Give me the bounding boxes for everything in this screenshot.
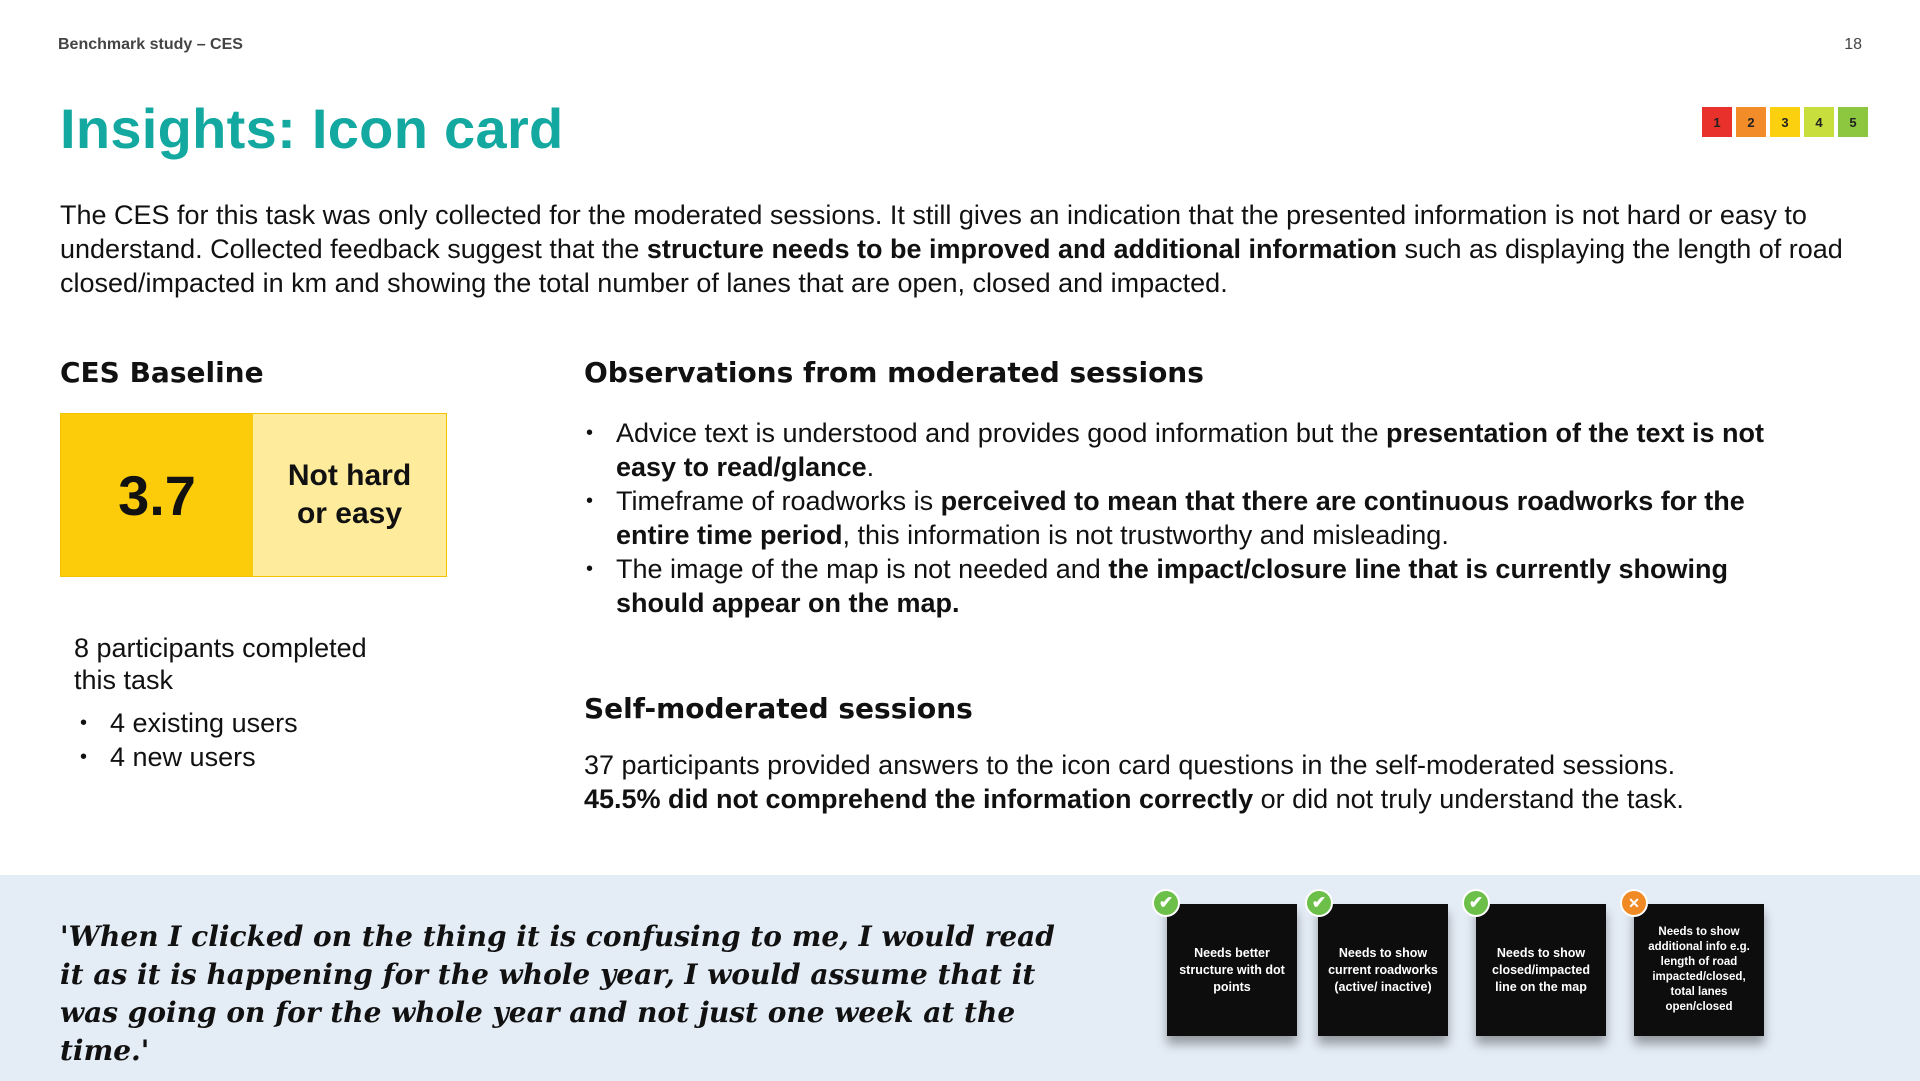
ces-score-value: 3.7 — [61, 414, 253, 576]
obs-text: The image of the map is not needed and — [616, 554, 1109, 584]
sticky-note — [1167, 904, 1297, 1036]
intro-text-1: The CES for this task was only collected for the moderated sessions. It still gives an indication that the presented information is not hard or easy to understand. Collected feedback suggest that the — [60, 200, 1807, 264]
breadcrumb: Benchmark study – CES — [58, 36, 243, 53]
obs-text-bold: perceived to mean that there are continuous roadworks for the entire time period — [616, 486, 1745, 550]
self-moderated-text-1: 37 participants provided answers to the icon card questions in the self-moderated sessions. — [584, 750, 1676, 780]
list-item — [584, 484, 1764, 552]
obs-text: Timeframe of roadworks is — [616, 486, 941, 516]
scale-cell-5: 5 — [1838, 107, 1868, 137]
scale-cell-3: 3 — [1770, 107, 1800, 137]
sticky-note — [1476, 904, 1606, 1036]
obs-text: , this information is not trustworthy and misleading. — [842, 520, 1449, 550]
check-icon: ✔ — [1305, 889, 1333, 917]
observations-heading: Observations from moderated sessions — [584, 356, 1204, 389]
page-number: 18 — [1844, 36, 1862, 53]
list-item — [584, 416, 1764, 484]
participant-quote: 'When I clicked on the thing it is confusing to me, I would read it as it is happening for the whole year, I would assume that it was going on for the whole year and not just one week at the time.' — [60, 920, 1055, 1067]
sticky-note-text: Needs to show current roadworks (active/ inactive) — [1328, 945, 1438, 994]
sticky-note-text: Needs to show additional info e.g. length of road impacted/closed, total lanes open/closed — [1648, 926, 1750, 1013]
participants-summary: 8 participants completed this task — [74, 633, 367, 695]
self-moderated-heading: Self-moderated sessions — [584, 692, 973, 725]
scale-cell-1: 1 — [1702, 107, 1732, 137]
ces-score-label — [253, 414, 446, 576]
obs-text-bold: the impact/closure line that is currently showing should appear on the map. — [616, 554, 1728, 618]
ces-scale-legend — [1702, 107, 1868, 137]
observations-list — [584, 416, 1764, 620]
obs-text: . — [866, 452, 875, 482]
list-item: • 4 new users — [74, 740, 298, 774]
intro-text-2: such as displaying the length of road closed/impacted in km and showing the total number of lanes that are open, closed and impacted. — [60, 234, 1843, 298]
cross-icon: ✕ — [1620, 889, 1648, 917]
participants-list — [74, 706, 298, 774]
list-item: • 4 existing users — [74, 706, 298, 740]
obs-text-bold: presentation of the text is not easy to read/glance — [616, 418, 1765, 482]
sticky-note — [1318, 904, 1448, 1036]
sticky-note — [1634, 904, 1764, 1036]
self-moderated-text — [584, 748, 1884, 816]
intro-paragraph — [60, 198, 1860, 300]
page-title: Insights: Icon card — [60, 97, 564, 160]
obs-text: Advice text is understood and provides good information but the — [616, 418, 1386, 448]
ces-score-card — [60, 413, 447, 577]
intro-text-bold: structure needs to be improved and additional information — [646, 234, 1397, 264]
check-icon: ✔ — [1462, 889, 1490, 917]
ces-score-label-line2: or easy — [296, 497, 403, 530]
list-item — [584, 552, 1764, 620]
ces-score-label-line1: Not hard — [287, 459, 412, 492]
self-moderated-text-2: or did not truly understand the task. — [1253, 784, 1684, 814]
sticky-note-text: Needs better structure with dot points — [1179, 945, 1285, 994]
ces-baseline-heading: CES Baseline — [60, 356, 264, 389]
scale-cell-2: 2 — [1736, 107, 1766, 137]
scale-cell-4: 4 — [1804, 107, 1834, 137]
sticky-note-text: Needs to show closed/impacted line on the map — [1492, 945, 1590, 994]
check-icon: ✔ — [1152, 889, 1180, 917]
self-moderated-text-bold: 45.5% did not comprehend the information correctly — [584, 784, 1254, 814]
